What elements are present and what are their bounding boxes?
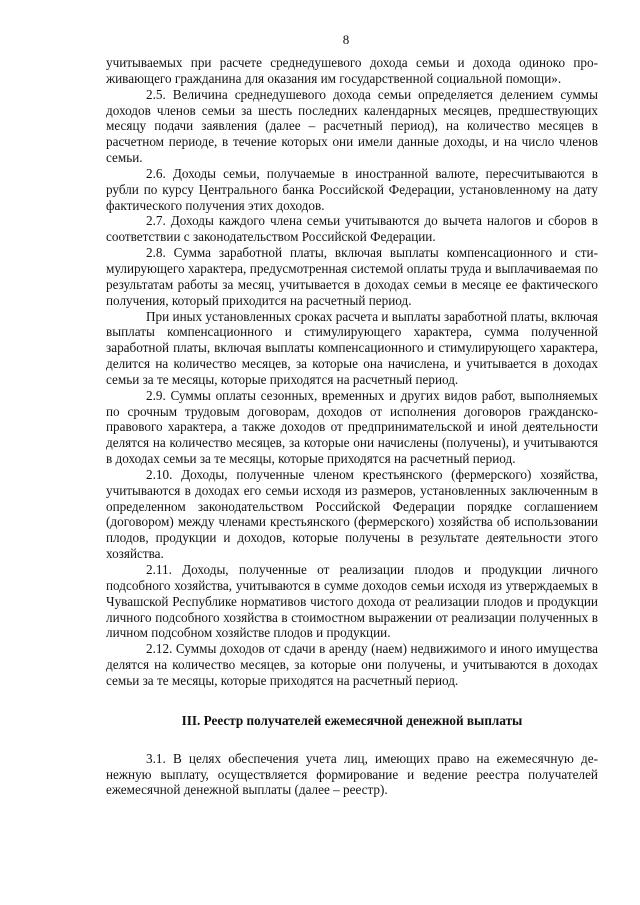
body-after-heading [106,751,598,799]
paragraph-continuation: учитываемых при расчете среднедушевого дохода семьи и дохода одиноко проживающего гражданина для оказания им государственной социальной помощи». [106,55,598,86]
paragraph-2-10: 2.10. Доходы, полученные членом крестьянского (фермерского) хозяйства, учитываются в доходах его семьи исходя из размеров, установленных заключенным в определенном законодательством Российской Федерации порядке соглашением (договором) между членами крестьянского (фермерского) хозяйства об использовании плодов, продукции и доходов, которые получены в результате деятельности этого хозяйства. [106,466,598,562]
document-page [106,32,598,798]
paragraph-3-1: 3.1. В целях обеспечения учета лиц, имеющих право на ежемесячную денежную выплату, осуществляется формирование и ведение реестра получателей ежемесячной денежной выплаты (далее – реестр). [106,750,598,798]
paragraph-2-5: 2.5. Величина среднедушевого дохода семьи определяется делением суммы доходов членов семьи за шесть последних календарных месяцев, предшествующих месяцу подачи заявления (далее – расчетный период), на количество месяцев в расчетном периоде, в течение которых они имели данные доходы, и на число членов семьи. [106,86,598,166]
page-number: 8 [342,32,350,47]
paragraph-2-6: 2.6. Доходы семьи, получаемые в иностранной валюте, пересчитываются в рубли по курсу Центрального банка Российской Федерации, установленному на дату фактического получения этих доходов. [106,165,598,213]
paragraph-2-11: 2.11. Доходы, полученные от реализации плодов и продукции личного подсобного хозяйства, учитываются в сумме доходов семьи исходя из утверждаемых в Чувашской Республике нормативов чистого дохода от реализации плодов и продукции личного подсобного хозяйства в стоимостном выражении от реализации полученных в личном подсобном хозяйстве плодов и продукции. [106,562,598,641]
paragraph-2-8: 2.8. Сумма заработной платы, включая выплаты компенсационного и стимулирующего характера, предусмотренная системой оплаты труда и выплачиваемая по результатам работы за месяц, учитывается в доходах семьи в месяце ее фактического получения, который приходится на расчетный период. [106,245,598,308]
body-before-heading [106,55,598,689]
paragraph-2-7: 2.7. Доходы каждого члена семьи учитываются до вычета налогов и сборов в соответствии с законодательством Российской Федерации. [106,213,598,245]
paragraph-2-8-continued: При иных установленных сроках расчета и выплаты заработной платы, включая выплаты компенсационного и стимулирующего характера, сумма полученной заработной платы, включая выплаты компенсационного и стимулирующего характера, делится на количество месяцев, за которые она начислена, и учитывается в доходах семьи за те месяцы, которые приходятся на расчетный период. [106,308,598,387]
section-heading: III. Реестр получателей ежемесячной денежной выплаты [181,712,523,728]
paragraph-2-12: 2.12. Суммы доходов от сдачи в аренду (наем) недвижимого и иного имущества делятся на количество месяцев, за которые они получены, и учитываются в доходах семьи за те месяцы, которые приходятся на расчетный период. [106,641,598,688]
paragraph-2-9: 2.9. Суммы оплаты сезонных, временных и других видов работ, выполняемых по срочным трудовым договорам, доходов от исполнения договоров гражданско-правового характера, а также доходов от предпринимательской и иной деятельности делятся на количество месяцев, за которые они начислены (получены), и учитываются в доходах семьи за те месяцы, которые приходятся на расчетный период. [106,387,598,467]
